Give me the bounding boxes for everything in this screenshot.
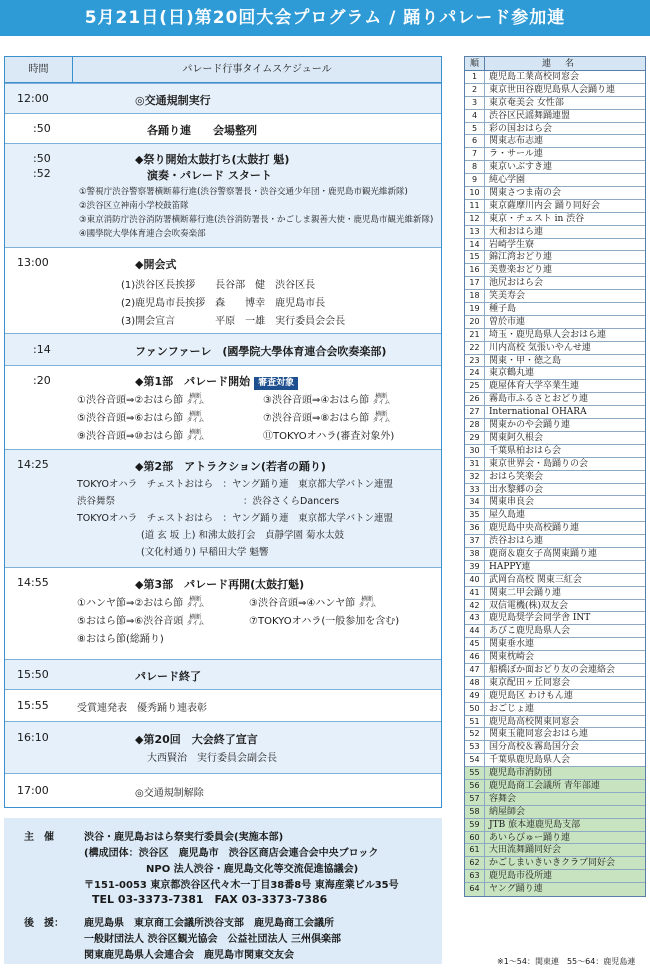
team-row <box>465 870 645 883</box>
team-row <box>465 161 645 174</box>
team-name: おごじょ連 <box>489 703 535 714</box>
team-name: 関東阿久根会 <box>489 432 544 443</box>
team-name: 容舞会 <box>489 793 517 804</box>
row-time: :14 <box>33 343 51 356</box>
team-row <box>465 277 645 290</box>
row-detail: 大西賢治 実行委員会副会長 <box>147 753 277 764</box>
schedule-header <box>5 57 441 83</box>
row-event: ◎交通規制実行 <box>135 94 211 107</box>
team-row <box>465 883 645 896</box>
team-row <box>465 844 645 857</box>
team-number: 22 <box>465 342 485 354</box>
row-time: :50 <box>33 152 51 165</box>
team-number: 57 <box>465 793 485 805</box>
support-line: 関東鹿児島県人会連合会 鹿児島市関東交友会 <box>84 950 294 961</box>
row-event: パレード終了 <box>135 670 201 683</box>
row-detail: ②渋谷区立神南小学校鼓笛隊 <box>79 201 189 211</box>
row-event: ◆第2部 アトラクション(若者の踊り) <box>135 460 326 473</box>
team-number: 35 <box>465 509 485 521</box>
team-name: 東京鶴丸連 <box>489 368 535 379</box>
team-number: 7 <box>465 148 485 160</box>
row-detail: ③渋谷音頭⇒④ハンヤ節 横断 タイム <box>249 596 377 609</box>
support-line: 鹿児島県 東京商工会議所渋谷支部 鹿児島商工会議所 <box>84 918 334 929</box>
team-number: 27 <box>465 406 485 418</box>
organizers-box <box>4 818 442 964</box>
team-name: 池尻おはら会 <box>489 278 544 289</box>
team-row <box>465 174 645 187</box>
team-name: 関東さつま南の会 <box>489 188 562 199</box>
row-detail: ⑤渋谷音頭⇒⑥おはら節 横断 タイム <box>77 411 205 424</box>
team-row <box>465 574 645 587</box>
team-name: 純心学園 <box>489 175 526 186</box>
team-row <box>465 367 645 380</box>
team-name: 千葉県柏おはら会 <box>489 445 562 456</box>
row-time: 15:55 <box>17 699 49 712</box>
row-detail: (1)渋谷区長挨拶 長谷部 健 渋谷区長 <box>121 280 316 291</box>
team-number: 23 <box>465 355 485 367</box>
team-name: 屋久島連 <box>489 510 526 521</box>
team-name: 東京いぶすき連 <box>489 162 553 173</box>
row-time: :20 <box>33 374 51 387</box>
team-name: ラ・サール連 <box>489 149 543 160</box>
row-detail: ⑨渋谷音頭⇒⑩おはら節 横断 タイム <box>77 429 205 442</box>
team-name: あいらびゅー踊り連 <box>489 832 571 843</box>
team-number: 62 <box>465 857 485 869</box>
row-event: 各踊り連 会場整列 <box>147 124 257 137</box>
row-time-2: :52 <box>33 167 51 180</box>
phone: TEL 03-3373-7381 FAX 03-3373-7386 <box>92 893 328 906</box>
schedule-row <box>5 333 441 365</box>
team-name: あびこ鹿児島県人会 <box>489 626 571 637</box>
team-row <box>465 135 645 148</box>
row-detail: 渋谷舞祭 <box>77 496 116 507</box>
team-row <box>465 857 645 870</box>
team-number: 15 <box>465 251 485 263</box>
team-name: 鹿児島市役所連 <box>489 871 553 882</box>
team-row <box>465 355 645 368</box>
team-number: 29 <box>465 432 485 444</box>
team-name: 彩の国おはら会 <box>489 123 553 134</box>
team-number: 52 <box>465 728 485 740</box>
team-number: 12 <box>465 213 485 225</box>
schedule-row <box>5 567 441 659</box>
team-name: 東京世田谷鹿児島県人会踊り連 <box>489 84 616 95</box>
team-number: 45 <box>465 638 485 650</box>
row-time: :50 <box>33 122 51 135</box>
team-row <box>465 200 645 213</box>
schedule-row <box>5 659 441 689</box>
row-event: ファンファーレ (國學院大學体育連合会吹奏楽部) <box>135 345 387 358</box>
schedule-title: パレード行事タイムスケジュール <box>182 64 332 75</box>
team-number: 48 <box>465 677 485 689</box>
time-header: 時間 <box>5 57 73 82</box>
team-row <box>465 71 645 84</box>
row-event: 演奏・パレード スタート <box>147 169 272 182</box>
team-row <box>465 496 645 509</box>
team-row <box>465 690 645 703</box>
team-number: 50 <box>465 703 485 715</box>
team-name: 東京薩摩川内会 踊り同好会 <box>489 200 600 211</box>
team-name: 鹿児島市消防団 <box>489 768 553 779</box>
team-row <box>465 664 645 677</box>
row-detail: TOKYOオハラ チェストおはら ：ヤング踊り連 東京都大学バトン連盟 <box>77 479 393 490</box>
team-number: 3 <box>465 97 485 109</box>
team-name: 渋谷区民謡舞踊連盟 <box>489 110 571 121</box>
team-number: 24 <box>465 367 485 379</box>
team-name: 大和おはら連 <box>489 226 544 237</box>
row-time: 14:55 <box>17 576 49 589</box>
row-detail: ⑦渋谷音頭⇒⑧おはら節 横断 タイム <box>263 411 391 424</box>
team-row <box>465 406 645 419</box>
team-row <box>465 535 645 548</box>
team-row <box>465 587 645 600</box>
team-row <box>465 471 645 484</box>
no-header: 順 <box>465 57 485 70</box>
team-name: 関東・甲・徳之島 <box>489 355 562 366</box>
team-row <box>465 251 645 264</box>
schedule-row <box>5 143 441 247</box>
team-number: 59 <box>465 819 485 831</box>
schedule-row <box>5 83 441 113</box>
schedule-row <box>5 721 441 773</box>
team-number: 13 <box>465 226 485 238</box>
team-row <box>465 97 645 110</box>
host-members: (構成団体：渋谷区 鹿児島市 渋谷区商店会連合会中央ブロック <box>84 848 379 859</box>
row-detail: ⑤おはら節⇒⑥渋谷音頭 横断 タイム <box>77 614 205 627</box>
support-label: 後 援： <box>24 918 64 929</box>
team-name: 霧島市ふるさとおどり連 <box>489 394 589 405</box>
team-row <box>465 625 645 638</box>
team-name: 関東玉龍同窓会おはら連 <box>489 729 589 740</box>
row-event: ◆第3部 パレード再開(太鼓打魁) <box>135 578 305 591</box>
team-number: 53 <box>465 741 485 753</box>
team-number: 38 <box>465 548 485 560</box>
team-name: 鹿児島奨学会同学舎 INT <box>489 613 591 624</box>
team-number: 2 <box>465 84 485 96</box>
team-name: 鹿屋体育大学卒業生連 <box>489 381 580 392</box>
team-row <box>465 342 645 355</box>
team-number: 16 <box>465 264 485 276</box>
team-row <box>465 458 645 471</box>
team-name: 関東串良会 <box>489 497 535 508</box>
schedule-row <box>5 113 441 143</box>
team-row <box>465 741 645 754</box>
team-name: ヤング踊り連 <box>489 884 543 895</box>
row-detail: (文化村通り) 早稲田大学 魁響 <box>141 547 269 558</box>
row-detail: ⑪TOKYOオハラ(審査対象外) <box>263 431 395 442</box>
team-name: 武岡台高校 関東三紅会 <box>489 574 582 585</box>
row-detail: (道 玄 坂 上) 和沸太鼓打会 貞靜学園 菊水太鼓 <box>141 530 345 541</box>
team-row <box>465 548 645 561</box>
row-time: 17:00 <box>17 784 49 797</box>
schedule-row <box>5 449 441 567</box>
team-row <box>465 187 645 200</box>
team-row <box>465 380 645 393</box>
team-row <box>465 651 645 664</box>
row-detail: ③渋谷音頭⇒④おはら節 横断 タイム <box>263 393 391 406</box>
team-number: 39 <box>465 561 485 573</box>
schedule-row <box>5 247 441 333</box>
team-row <box>465 84 645 97</box>
team-number: 40 <box>465 574 485 586</box>
team-row <box>465 316 645 329</box>
team-number: 44 <box>465 625 485 637</box>
team-number: 5 <box>465 123 485 135</box>
team-name: かごしまいきいきクラブ同好会 <box>489 858 616 869</box>
row-event: 受賞連発表 優秀踊り連表彰 <box>77 703 207 714</box>
team-number: 34 <box>465 496 485 508</box>
team-name: 出水黎郷の会 <box>489 484 544 495</box>
team-number: 8 <box>465 161 485 173</box>
row-time: 15:50 <box>17 668 49 681</box>
team-row <box>465 393 645 406</box>
host-name: 渋谷・鹿児島おはら祭実行委員会(実施本部) <box>84 832 284 843</box>
team-number: 18 <box>465 290 485 302</box>
team-name: 曽於市連 <box>489 316 526 327</box>
team-name: 東京・チェスト in 渋谷 <box>489 213 585 224</box>
team-name: 種子島 <box>489 304 517 315</box>
team-number: 32 <box>465 471 485 483</box>
team-name: 関東枕崎会 <box>489 652 535 663</box>
team-number: 4 <box>465 110 485 122</box>
team-row <box>465 612 645 625</box>
team-name: 東京世界会・島踊りの会 <box>489 458 589 469</box>
team-row <box>465 303 645 316</box>
team-name: 鹿児島中央高校踊り連 <box>489 523 580 534</box>
row-event: ◎交通規制解除 <box>135 788 204 799</box>
team-number: 11 <box>465 200 485 212</box>
team-row <box>465 522 645 535</box>
team-row <box>465 239 645 252</box>
row-event: ◆開会式 <box>135 258 177 271</box>
team-row <box>465 110 645 123</box>
row-time: 13:00 <box>17 256 49 269</box>
team-row <box>465 638 645 651</box>
schedule-row <box>5 773 441 807</box>
address: 〒151-0053 東京都渋谷区代々木一丁目38番8号 東海産業ビル35号 <box>84 880 399 891</box>
team-number: 26 <box>465 393 485 405</box>
team-number: 33 <box>465 484 485 496</box>
name-header: 連名 <box>541 59 588 69</box>
team-row <box>465 561 645 574</box>
team-name: 美豊楽おどり連 <box>489 265 553 276</box>
teams-table <box>464 56 646 897</box>
team-row <box>465 754 645 767</box>
team-name: 鹿児島工業高校同窓会 <box>489 72 580 82</box>
team-name: HAPPY連 <box>489 561 531 572</box>
team-row <box>465 148 645 161</box>
team-row <box>465 290 645 303</box>
host-label: 主 催 <box>24 832 54 843</box>
team-number: 1 <box>465 71 485 83</box>
team-number: 6 <box>465 135 485 147</box>
row-time: 14:25 <box>17 458 49 471</box>
team-row <box>465 780 645 793</box>
team-number: 47 <box>465 664 485 676</box>
row-detail: ⑦TOKYOオハラ(一般参加を含む) <box>249 616 400 627</box>
team-row <box>465 509 645 522</box>
team-name: 関東垂水連 <box>489 639 535 650</box>
team-row <box>465 445 645 458</box>
team-name: 岩崎学生寮 <box>489 239 535 250</box>
team-name: 国分高校＆霧島国分会 <box>489 742 580 753</box>
teams-header <box>465 57 645 71</box>
team-number: 36 <box>465 522 485 534</box>
page-title: 5月21日(日)第20回大会プログラム / 踊りパレード参加連 <box>0 0 650 36</box>
team-name: 川内高校 気張いやんせ連 <box>489 342 591 353</box>
team-number: 25 <box>465 380 485 392</box>
team-number: 30 <box>465 445 485 457</box>
team-row <box>465 123 645 136</box>
team-number: 10 <box>465 187 485 199</box>
team-name: 船橋ぼか面おどり友の会連絡会 <box>489 664 616 675</box>
team-number: 60 <box>465 832 485 844</box>
team-number: 31 <box>465 458 485 470</box>
support-line: 一般財団法人 渋谷区観光協会 公益社団法人 三州倶楽部 <box>84 934 341 945</box>
team-number: 9 <box>465 174 485 186</box>
team-number: 14 <box>465 239 485 251</box>
host-members: NPO 法人渋谷・鹿児島文化等交流促進協議会) <box>146 864 359 875</box>
team-name: 関東二甲会踊り連 <box>489 587 562 598</box>
team-row <box>465 264 645 277</box>
row-time: 12:00 <box>17 92 49 105</box>
team-row <box>465 703 645 716</box>
team-number: 56 <box>465 780 485 792</box>
team-number: 42 <box>465 600 485 612</box>
row-event: ◆第1部 パレード開始 審査対象 <box>135 373 298 390</box>
team-row <box>465 432 645 445</box>
team-number: 49 <box>465 690 485 702</box>
team-row <box>465 728 645 741</box>
row-detail: ①ハンヤ節⇒②おはら節 横断 タイム <box>77 596 205 609</box>
row-detail: ①警視庁渋谷警察署横断幕行進(渋谷警察署長・渋谷交通少年団・鹿児島市観光維新隊) <box>79 187 408 197</box>
team-name: 笑美寿会 <box>489 291 526 302</box>
team-number: 43 <box>465 612 485 624</box>
team-name: 鹿児島区 わけもん連 <box>489 690 573 701</box>
team-row <box>465 419 645 432</box>
team-name: 双信電機(株)双友会 <box>489 600 569 611</box>
team-row <box>465 329 645 342</box>
team-row <box>465 806 645 819</box>
team-name: 埼玉・鹿児島県人会おはら連 <box>489 329 607 340</box>
row-event: ◆第20回 大会終了宣言 <box>135 733 258 746</box>
row-time: 16:10 <box>17 731 49 744</box>
team-number: 28 <box>465 419 485 431</box>
row-detail: (3)開会宣言 平原 一雄 実行委員会会長 <box>121 316 346 327</box>
team-number: 17 <box>465 277 485 289</box>
team-number: 37 <box>465 535 485 547</box>
team-name: 千葉県鹿児島県人会 <box>489 755 571 766</box>
team-number: 64 <box>465 883 485 896</box>
team-number: 41 <box>465 587 485 599</box>
row-detail: ④國學院大學体育連合会吹奏楽部 <box>79 229 206 239</box>
team-row <box>465 716 645 729</box>
row-detail: TOKYOオハラ チェストおはら ：ヤング踊り連 東京都大学バトン連盟 <box>77 513 393 524</box>
team-row <box>465 600 645 613</box>
schedule-row <box>5 689 441 721</box>
team-number: 46 <box>465 651 485 663</box>
team-name: 鹿商＆鹿女子高関東踊り連 <box>489 548 598 559</box>
team-number: 58 <box>465 806 485 818</box>
row-detail: (2)鹿児島市長挨拶 森 博幸 鹿児島市長 <box>121 298 326 309</box>
row-detail: ①渋谷音頭⇒②おはら節 横断 タイム <box>77 393 205 406</box>
teams-note: ※1～54：関東連 55～64：鹿児島連 <box>497 957 636 966</box>
team-row <box>465 832 645 845</box>
team-row <box>465 793 645 806</box>
team-number: 19 <box>465 303 485 315</box>
team-name: 東京奄美会 女性部 <box>489 97 564 108</box>
team-row <box>465 226 645 239</box>
team-number: 61 <box>465 844 485 856</box>
row-detail: ：渋谷さくらDancers <box>243 496 340 507</box>
team-name: 関東かのや会踊り連 <box>489 420 571 431</box>
team-name: 東京配田ヶ丘同窓会 <box>489 677 571 688</box>
team-name: 納屋師会 <box>489 806 526 817</box>
judging-badge: 審査対象 <box>254 377 298 390</box>
team-number: 21 <box>465 329 485 341</box>
team-row <box>465 767 645 780</box>
team-number: 54 <box>465 754 485 766</box>
team-number: 55 <box>465 767 485 779</box>
team-number: 51 <box>465 716 485 728</box>
team-name: おはら笑楽会 <box>489 471 544 482</box>
team-name: 鹿児島商工会議所 青年部連 <box>489 780 600 791</box>
team-name: 錦江湾おどり連 <box>489 252 553 263</box>
schedule-row <box>5 365 441 449</box>
team-name: 鹿児島高校関東同窓会 <box>489 716 580 727</box>
schedule-table <box>4 56 442 808</box>
team-name: JTB 旅本連鹿児島支部 <box>489 819 581 830</box>
team-number: 63 <box>465 870 485 882</box>
team-number: 20 <box>465 316 485 328</box>
team-row <box>465 484 645 497</box>
team-row <box>465 819 645 832</box>
row-detail: ③東京消防庁渋谷消防署横断幕行進(渋谷消防署長・かごしま親善大使・鹿児島市観光維新隊) <box>79 215 434 225</box>
team-row <box>465 677 645 690</box>
team-name: 大田流舞踊同好会 <box>489 845 562 856</box>
team-name: 渋谷おはら連 <box>489 536 544 547</box>
team-name: 関東志布志連 <box>489 136 544 147</box>
row-detail: ⑧おはら節(総踊り) <box>77 634 164 645</box>
row-event: ◆祭り開始太鼓打ち(太鼓打 魁) <box>135 153 290 166</box>
team-name: International OHARA <box>489 407 587 418</box>
team-row <box>465 213 645 226</box>
